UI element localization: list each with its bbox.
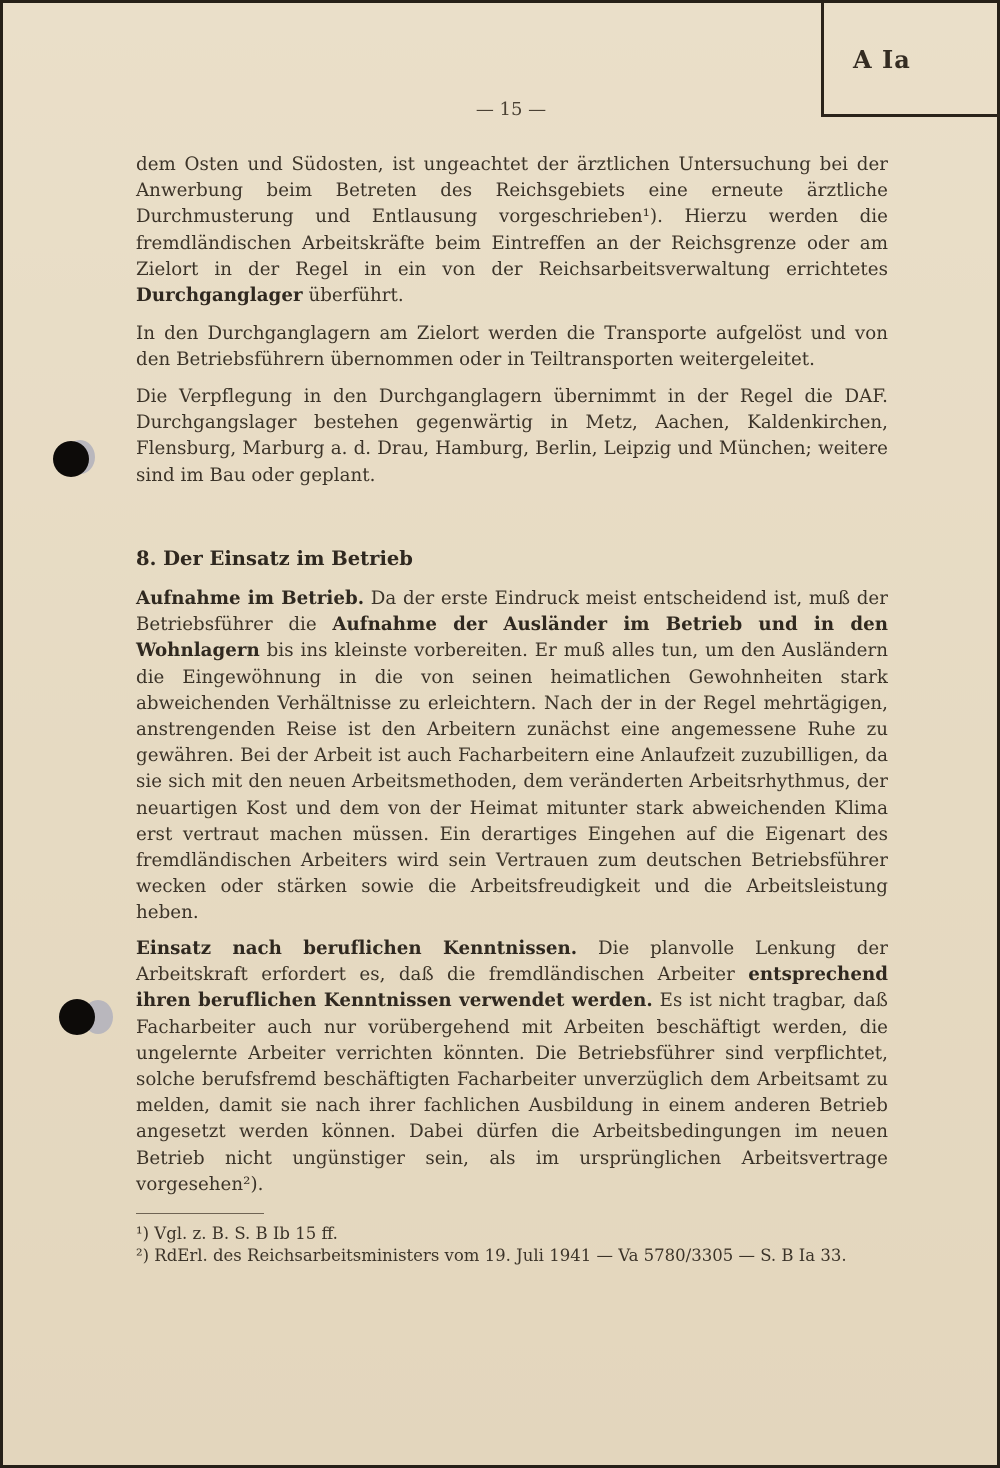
paragraph-admission (136, 586, 888, 927)
paragraph-deployment (136, 936, 888, 1198)
bold-term: entsprechend ihren beruflichen Kenntnissen verwendet werden. (136, 964, 888, 1012)
paragraph-transit-intro (136, 152, 888, 309)
paragraph-text: Da der erste Eindruck meist entscheidend ist, muß der Betriebsführer die (136, 588, 888, 636)
punch-hole-lower (59, 999, 95, 1035)
paragraph-text: überführt. (308, 285, 404, 307)
paragraph-lead: Aufnahme im Betrieb. (136, 588, 365, 609)
section-label: A Ia (853, 45, 911, 74)
footnote-divider (136, 1213, 264, 1214)
footnote-2: ²) RdErl. des Reichsarbeitsministers vom 19. Juli 1941 — Va 5780/3305 — S. B Ia 33. (136, 1246, 847, 1265)
paragraph-text: Die planvolle Lenkung der Arbeitskraft erfordert es, daß die fremdländischen Arbeiter (136, 938, 888, 986)
paragraph-transit-camps (136, 321, 888, 373)
paragraph-text: In den Durchganglagern am Zielort werden die Transporte aufgelöst und von den Betriebsführern übernommen oder in Teiltransporten weitergeleitet. (136, 323, 888, 371)
bold-term: Aufnahme der Ausländer im Betrieb und in den Wohnlagern (136, 614, 888, 662)
paragraph-text: dem Osten und Südosten, ist ungeachtet der ärztlichen Untersuchung bei der Anwerbung beim Betreten des Reichsgebiets eine erneute ärztliche Durchmusterung und Entlausung vorgeschrieben¹). Hierzu werden die fremdländischen Arbeitskräfte beim Eintreffen an der Reichsgrenze oder am Zielort in der Regel in ein von der Reichsarbeitsverwaltung errichtetes (136, 154, 888, 280)
punch-hole-upper (53, 441, 89, 477)
bold-term: Durchganglager (136, 285, 303, 307)
paragraph-lead: Einsatz nach beruflichen Kenntnissen. (136, 938, 578, 959)
paragraph-text: Die Verpflegung in den Durchganglagern übernimmt in der Regel die DAF. Durchgangslager bestehen gegenwärtig in Metz, Aachen, Kaldenkirchen, Flensburg, Marburg a. d. Drau, Hamburg, Berlin, Leipzig und München; weitere sind im Bau oder geplant. (136, 386, 888, 486)
paragraph-text: bis ins kleinste vorbereiten. Er muß alles tun, um den Ausländern die Eingewöhnung in die von seinen heimatlichen Gewohnheiten stark abweichenden Verhältnisse zu erleichtern. Nach der in der Regel mehrtägigen, anstrengenden Reise ist den Arbeitern zunächst eine angemessene Ruhe zu gewähren. Bei der Arbeit ist auch Facharbeitern eine Anlaufzeit zuzubilligen, da sie sich mit den neuen Arbeitsmethoden, dem veränderten Arbeitsrhythmus, der neuartigen Kost und dem von der Heimat mitunter stark abweichenden Klima erst vertraut machen müssen. Ein derartiges Eingehen auf die Eigenart des fremdländischen Arbeiters wird sein Vertrauen zum deutschen Betriebsführer wecken oder stärken sowie die Arbeitsfreudigkeit und die Arbeitsleistung heben. (136, 640, 888, 924)
paragraph-text: Es ist nicht tragbar, daß Facharbeiter auch nur vorübergehend mit Arbeiten beschäftigt werden, die ungelernte Arbeiter verrichten könnten. Die Betriebsführer sind verpflichtet, solche berufsfremd beschäftigten Facharbeiter unverzüglich dem Arbeitsamt zu melden, damit sie nach ihrer fachlichen Ausbildung in einem anderen Betrieb angesetzt werden können. Dabei dürfen die Arbeitsbedingungen im neuen Betrieb nicht ungünstiger sein, als im ursprünglichen Arbeitsvertrage vorgesehen²). (136, 990, 888, 1195)
footnote-1: ¹) Vgl. z. B. S. B Ib 15 ff. (136, 1224, 338, 1243)
page-number: — 15 — (475, 99, 547, 120)
paragraph-catering (136, 384, 888, 489)
section-heading: 8. Der Einsatz im Betrieb (136, 547, 413, 570)
